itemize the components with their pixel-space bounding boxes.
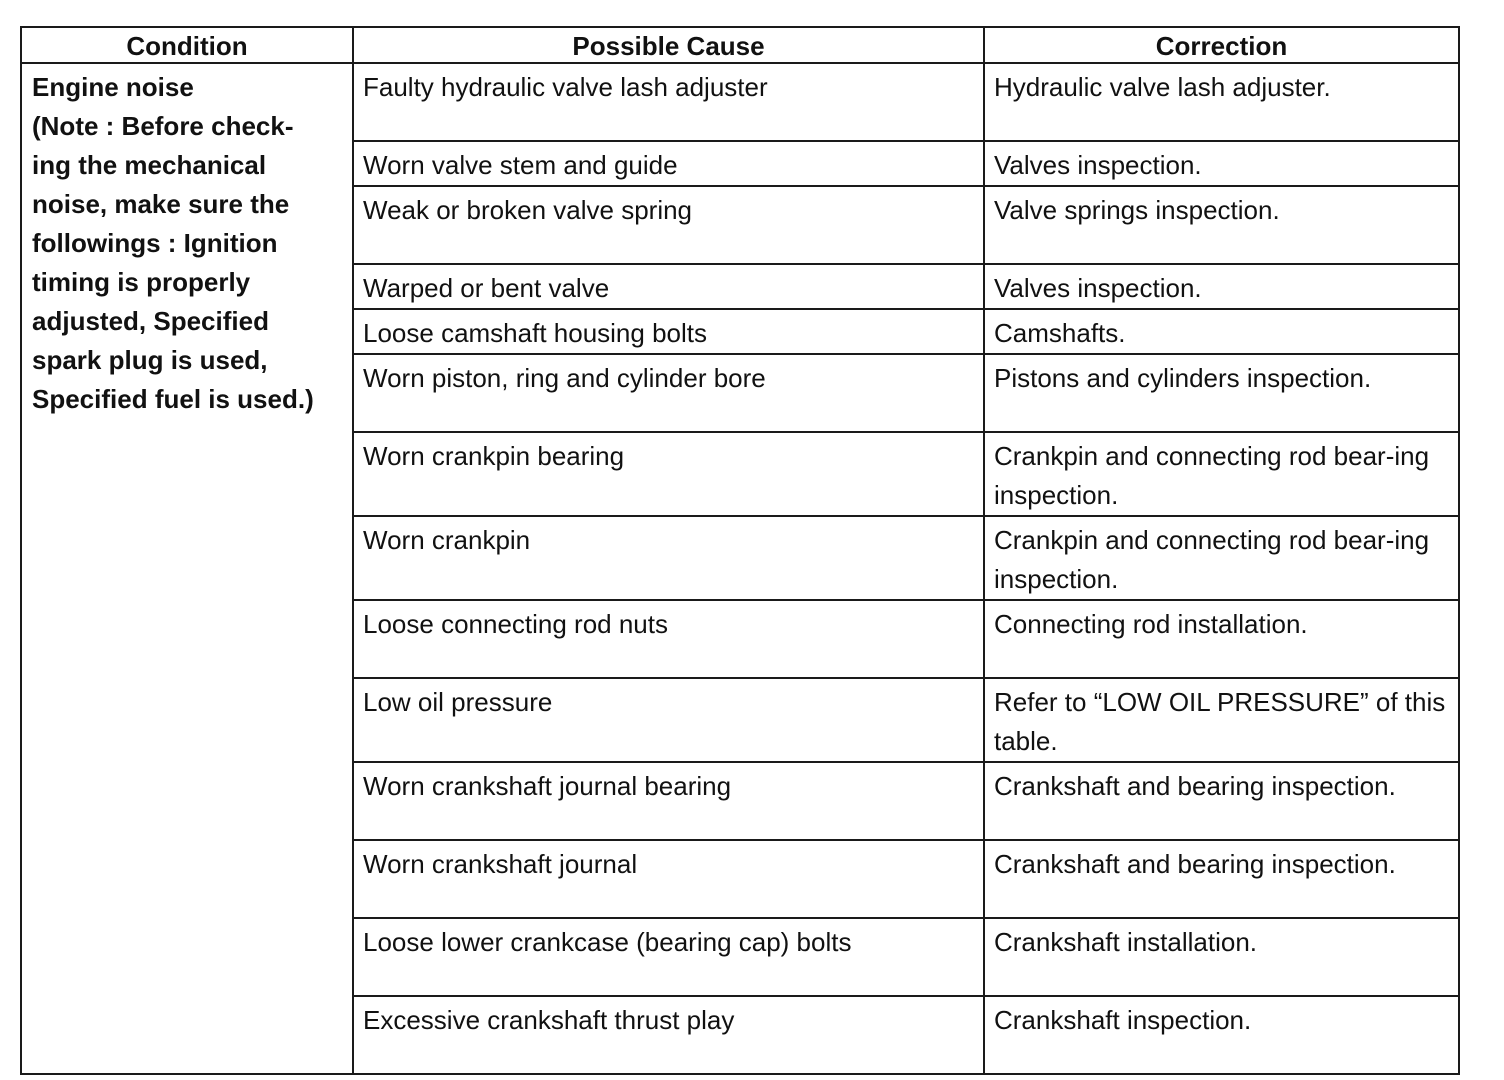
header-row: [21, 27, 1459, 63]
correction-cell: Crankshaft and bearing inspection.: [984, 840, 1459, 918]
correction-cell: Crankshaft installation.: [984, 918, 1459, 996]
cause-cell: Weak or broken valve spring: [353, 186, 984, 264]
correction-cell: Valve springs inspection.: [984, 186, 1459, 264]
correction-cell: Connecting rod installation.: [984, 600, 1459, 678]
correction-cell: Valves inspection.: [984, 264, 1459, 309]
correction-cell: Crankpin and connecting rod bear-ing inspection.: [984, 432, 1459, 516]
condition-cell: [21, 63, 353, 1074]
condition-line: noise, make sure the: [32, 189, 290, 219]
cause-cell: Worn crankshaft journal: [353, 840, 984, 918]
cause-cell: Worn piston, ring and cylinder bore: [353, 354, 984, 432]
table-row: [21, 63, 1459, 141]
cause-cell: Loose camshaft housing bolts: [353, 309, 984, 354]
correction-cell: Camshafts.: [984, 309, 1459, 354]
cause-cell: Excessive crankshaft thrust play: [353, 996, 984, 1074]
condition-line: (Note : Before check-: [32, 111, 294, 141]
correction-cell: Refer to “LOW OIL PRESSURE” of this table.: [984, 678, 1459, 762]
correction-cell: Pistons and cylinders inspection.: [984, 354, 1459, 432]
condition-line: Engine noise: [32, 72, 194, 102]
header-possible-cause: Possible Cause: [353, 27, 984, 63]
cause-cell: Loose lower crankcase (bearing cap) bolts: [353, 918, 984, 996]
condition-line: ing the mechanical: [32, 150, 267, 180]
condition-line: adjusted, Specified: [32, 306, 269, 336]
cause-cell: Worn crankpin bearing: [353, 432, 984, 516]
cause-cell: Warped or bent valve: [353, 264, 984, 309]
correction-cell: Hydraulic valve lash adjuster.: [984, 63, 1459, 141]
condition-line: Specified fuel is used.): [32, 384, 314, 414]
cause-cell: Faulty hydraulic valve lash adjuster: [353, 63, 984, 141]
cause-cell: Worn crankpin: [353, 516, 984, 600]
condition-line: timing is properly: [32, 267, 251, 297]
correction-cell: Valves inspection.: [984, 141, 1459, 186]
cause-cell: Loose connecting rod nuts: [353, 600, 984, 678]
cause-cell: Low oil pressure: [353, 678, 984, 762]
header-condition: Condition: [21, 27, 353, 63]
correction-cell: Crankpin and connecting rod bear-ing inspection.: [984, 516, 1459, 600]
cause-cell: Worn valve stem and guide: [353, 141, 984, 186]
correction-cell: Crankshaft inspection.: [984, 996, 1459, 1074]
cause-cell: Worn crankshaft journal bearing: [353, 762, 984, 840]
condition-line: spark plug is used,: [32, 345, 268, 375]
header-correction: Correction: [984, 27, 1459, 63]
correction-cell: Crankshaft and bearing inspection.: [984, 762, 1459, 840]
condition-line: followings : Ignition: [32, 228, 278, 258]
table-body: [21, 63, 1459, 1074]
troubleshooting-table: [20, 26, 1460, 1075]
